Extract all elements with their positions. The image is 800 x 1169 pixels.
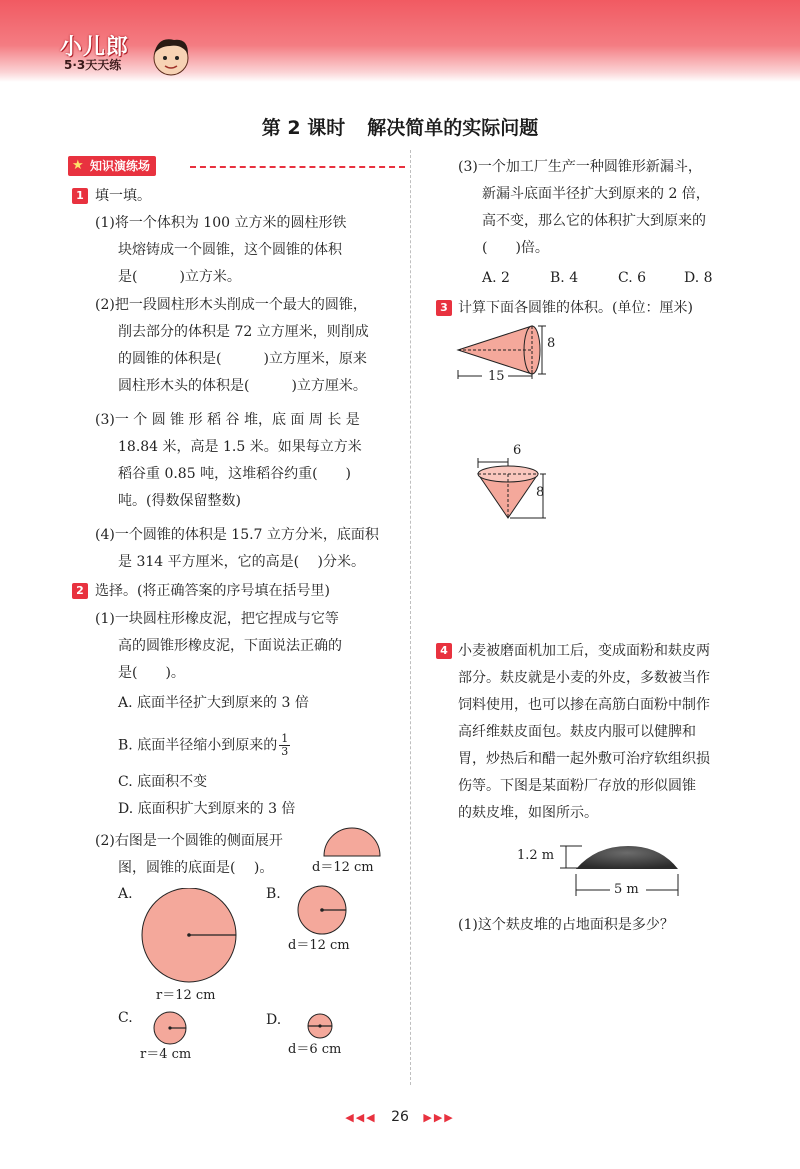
question-heading: 填一填。 [95, 188, 151, 204]
cone1-length-label: 15 [488, 369, 505, 384]
logo-subtitle: 5·3天天练 [64, 58, 122, 72]
right-arrows-icon: ▶▶▶ [423, 1111, 455, 1124]
text-line: 圆柱形木头的体积是( )立方厘米。 [118, 378, 367, 394]
choice-b-letter: B. [266, 886, 281, 902]
text-line: 稻谷重 0.85 吨，这堆稻谷约重( ) [118, 466, 351, 482]
text-line: (3)一个加工厂生产一种圆锥形新漏斗， [458, 159, 702, 175]
cone-horizontal [452, 322, 562, 380]
text-line: 的麸皮堆，如图所示。 [458, 805, 598, 821]
text-line: 饲料使用，也可以掺在高筋白面粉中制作 [458, 697, 710, 713]
cone1-height-label: 8 [547, 336, 556, 351]
choice-d-letter: D. [266, 1012, 282, 1028]
question-number: 3 [436, 300, 452, 316]
question-heading: 选择。(将正确答案的序号填在括号里) [95, 583, 330, 599]
text-line: ( )倍。 [482, 240, 549, 256]
option-d: D. 底面积扩大到原来的 3 倍 [118, 801, 296, 817]
text-line: 是 314 平方厘米，它的高是( )分米。 [118, 554, 365, 570]
option-b: B. 底面半径缩小到原来的 $\frac{1}{3}$ [118, 732, 289, 758]
text-line: (1)将一个体积为 100 立方米的圆柱形铁 [95, 215, 347, 231]
option-d: D. 8 [684, 270, 713, 286]
choice-c-label: r＝4 cm [140, 1047, 192, 1062]
pile-height-label: 1.2 m [517, 848, 555, 863]
option-a: A. 2 [482, 270, 510, 286]
choice-b-label: d＝12 cm [288, 938, 350, 953]
option-a: A. 底面半径扩大到原来的 3 倍 [118, 695, 309, 711]
choice-a-label: r＝12 cm [156, 988, 216, 1003]
text-line: 高的圆锥形橡皮泥，下面说法正确的 [118, 638, 342, 654]
text-line: 伤等。下图是某面粉厂存放的形似圆锥 [458, 778, 696, 794]
text-line: (4)一个圆锥的体积是 15.7 立方分米，底面积 [95, 527, 379, 543]
text-line: 的圆锥的体积是( )立方厘米，原来 [118, 351, 367, 367]
text-line: 新漏斗底面半径扩大到原来的 2 倍， [482, 186, 710, 202]
text-line: 18.84 米，高是 1.5 米。如果每立方米 [118, 439, 362, 455]
cone2-top-label: 6 [513, 443, 522, 458]
text-line: (2)右图是一个圆锥的侧面展开 [95, 833, 283, 849]
column-divider [410, 150, 411, 1085]
text-line: 图，圆锥的底面是( )。 [118, 860, 274, 876]
text-line: 吨。(得数保留整数) [118, 493, 241, 509]
sub-question: (1)这个麸皮堆的占地面积是多少？ [458, 917, 674, 933]
question-number: 1 [72, 188, 88, 204]
text-line: 胃，炒热后和醋一起外敷可治疗软组织损 [458, 751, 710, 767]
text-line: (1)一块圆柱形橡皮泥，把它捏成与它等 [95, 611, 339, 627]
text-line: 小麦被磨面机加工后，变成面粉和麸皮两 [458, 643, 710, 659]
page-footer [0, 1109, 800, 1125]
semicircle-label: d＝12 cm [312, 860, 374, 875]
option-b: B. 4 [550, 270, 579, 286]
text-line: 高纤维麸皮面包。麸皮内服可以健脾和 [458, 724, 696, 740]
text-line: 块熔铸成一个圆锥，这个圆锥的体积 [118, 242, 342, 258]
section-line [190, 166, 405, 168]
option-c: C. 底面积不变 [118, 774, 208, 790]
logo: 小儿郎 [60, 35, 130, 60]
text-line: 部分。麸皮就是小麦的外皮，多数被当作 [458, 670, 710, 686]
text-line: 是( )。 [118, 665, 185, 681]
text-line: 削去部分的体积是 72 立方厘米，则削成 [118, 324, 369, 340]
page-number: 26 [391, 1109, 409, 1125]
choice-d-label: d＝6 cm [288, 1042, 342, 1057]
text-line: (2)把一段圆柱形木头削成一个最大的圆锥， [95, 297, 367, 313]
text-line: 是( )立方米。 [118, 269, 241, 285]
circle-d [306, 1012, 334, 1040]
mascot-icon [148, 32, 194, 82]
page-title: 第 2 课时 解决简单的实际问题 [261, 117, 539, 139]
question-heading: 计算下面各圆锥的体积。(单位：厘米) [458, 300, 693, 316]
option-c: C. 6 [618, 270, 647, 286]
choice-c-letter: C. [118, 1010, 133, 1026]
circle-b [296, 884, 348, 936]
text-line: (3)一 个 圆 锥 形 稻 谷 堆，底 面 周 长 是 [95, 412, 360, 428]
choice-a-letter: A. [118, 886, 133, 902]
left-arrows-icon: ◀◀◀ [345, 1111, 377, 1124]
circle-c [152, 1010, 188, 1046]
cone2-height-label: 8 [536, 485, 545, 500]
question-number: 2 [72, 583, 88, 599]
semicircle-figure [322, 826, 382, 858]
question-number: 4 [436, 643, 452, 659]
star-icon: ★ [72, 158, 84, 173]
circle-a [140, 888, 240, 988]
section-tag: ★ 知识演练场 [68, 156, 156, 176]
pile-width-label: 5 m [614, 882, 639, 897]
text-line: 高不变，那么它的体积扩大到原来的 [482, 213, 706, 229]
